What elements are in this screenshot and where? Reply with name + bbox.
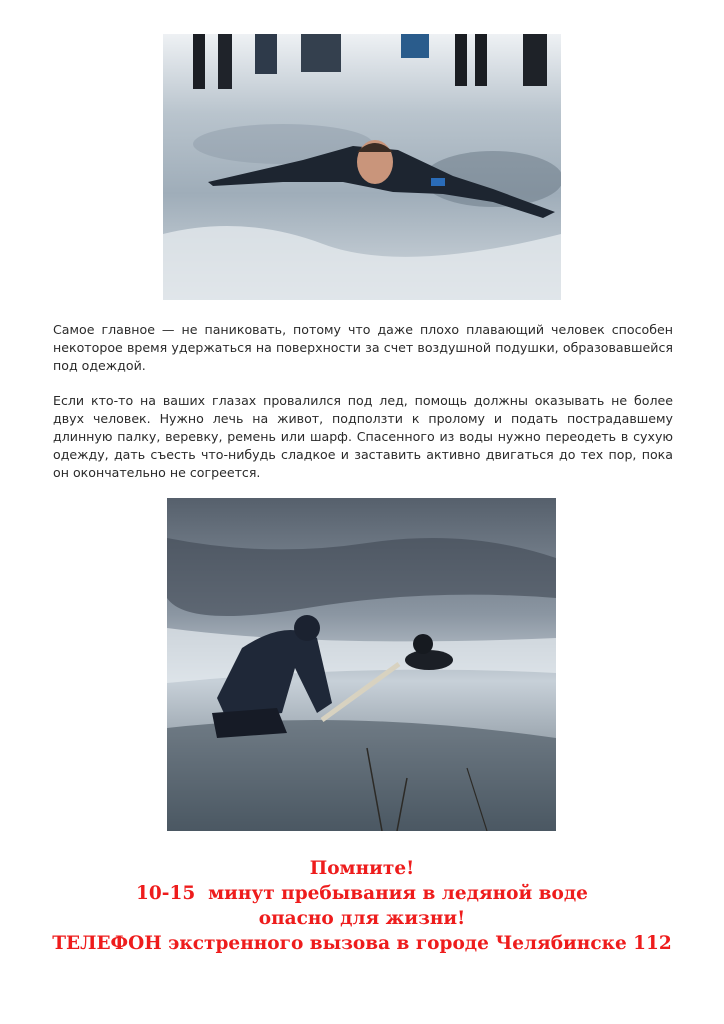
warning-block [0, 856, 724, 956]
warning-minutes: 10-15 минут пребывания в ледяной воде [136, 883, 588, 904]
photo-rescue-with-pole [167, 498, 556, 831]
warning-emergency-phone: ТЕЛЕФОН экстренного вызова в городе Челябинске 112 [52, 933, 672, 954]
warning-danger: опасно для жизни! [258, 908, 466, 929]
photo-man-on-ice [163, 34, 561, 300]
paragraph-rescue-instructions: Если кто-то на ваших глазах провалился под лед, помощь должны оказывать не более двух человек. Нужно лечь на живот, подползти к пролому и подать пострадавшему длинную палку, веревку, ремень или шарф. Спасенного из воды нужно переодеть в сухую одежду, дать съесть что-нибудь сладкое и заставить активно двигаться до тех пор, пока он окончательно не согреется. [53, 393, 673, 480]
paragraph-dont-panic: Самое главное — не паниковать, потому что даже плохо плавающий человек способен некоторое время удержаться на поверхности за счет воздушной подушки, образовавшейся под одеждой. [53, 322, 673, 373]
warning-remember: Помните! [309, 858, 415, 879]
